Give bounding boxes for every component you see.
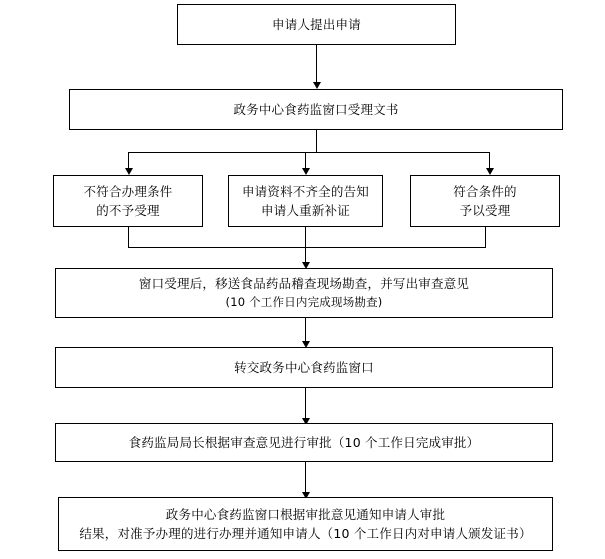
flow-node-line: 政务中心食药监窗口根据审批意见通知申请人审批 (165, 507, 446, 522)
edge-n1-n2-line (316, 45, 317, 84)
flow-node-line: 申请人重新补证 (261, 203, 350, 218)
flow-node-qualified-accept (410, 175, 560, 227)
edge-n2-n5-arrow (486, 168, 494, 175)
flow-node-line: 食药监局局长根据审查意见进行审批（10 个工作日完成审批） (128, 435, 480, 450)
flow-node-line: 转交政务中心食药监窗口 (234, 360, 374, 375)
edge-n3-down-line (128, 227, 129, 247)
flow-node-line: 申请资料不齐全的告知 (241, 184, 369, 199)
flow-node-line: 不符合办理条件 (83, 184, 173, 199)
flow-node-line: 申请人提出申请 (272, 17, 361, 32)
flow-node-notify-applicant-result (58, 497, 553, 551)
flow-node-line: 予以受理 (459, 203, 511, 218)
flow-node-not-qualified-reject (53, 175, 203, 227)
edge-n2-bus-horizontal (128, 152, 489, 153)
edge-n7-n8-line (305, 388, 306, 420)
edge-n4-down-line (305, 227, 306, 247)
flow-node-line: 政务中心食药监窗口受理文书 (233, 102, 399, 117)
edge-n1-n2-arrow (313, 82, 321, 89)
flow-node-transfer-to-window (55, 347, 553, 388)
edge-n2-n3-arrow (125, 168, 133, 175)
flow-node-line: 结果，对准予办理的进行办理并通知申请人（10 个工作日内对申请人颁发证书） (79, 526, 532, 541)
edge-n8-n9-line (305, 462, 306, 494)
flow-node-window-accept-doc (69, 89, 563, 130)
flow-node-director-approval (55, 423, 553, 462)
flow-node-line: 符合条件的 (453, 184, 517, 199)
flow-node-site-inspection-review (55, 268, 553, 318)
edge-n5-down-line (485, 227, 486, 247)
flow-node-line: 的不予受理 (96, 203, 160, 218)
flow-node-line: 窗口受理后，移送食品药品稽查现场勘查，并写出审查意见 (138, 276, 470, 291)
flow-node-line: (10 个工作日内完成现场勘查) (225, 295, 383, 309)
edge-n2-n4-arrow (302, 168, 310, 175)
edge-merge-bus-horizontal (128, 247, 486, 248)
flow-node-applicant-submit (177, 4, 456, 45)
edge-n2-bus-stub (316, 130, 317, 152)
flow-node-incomplete-materials-notify (228, 175, 383, 227)
